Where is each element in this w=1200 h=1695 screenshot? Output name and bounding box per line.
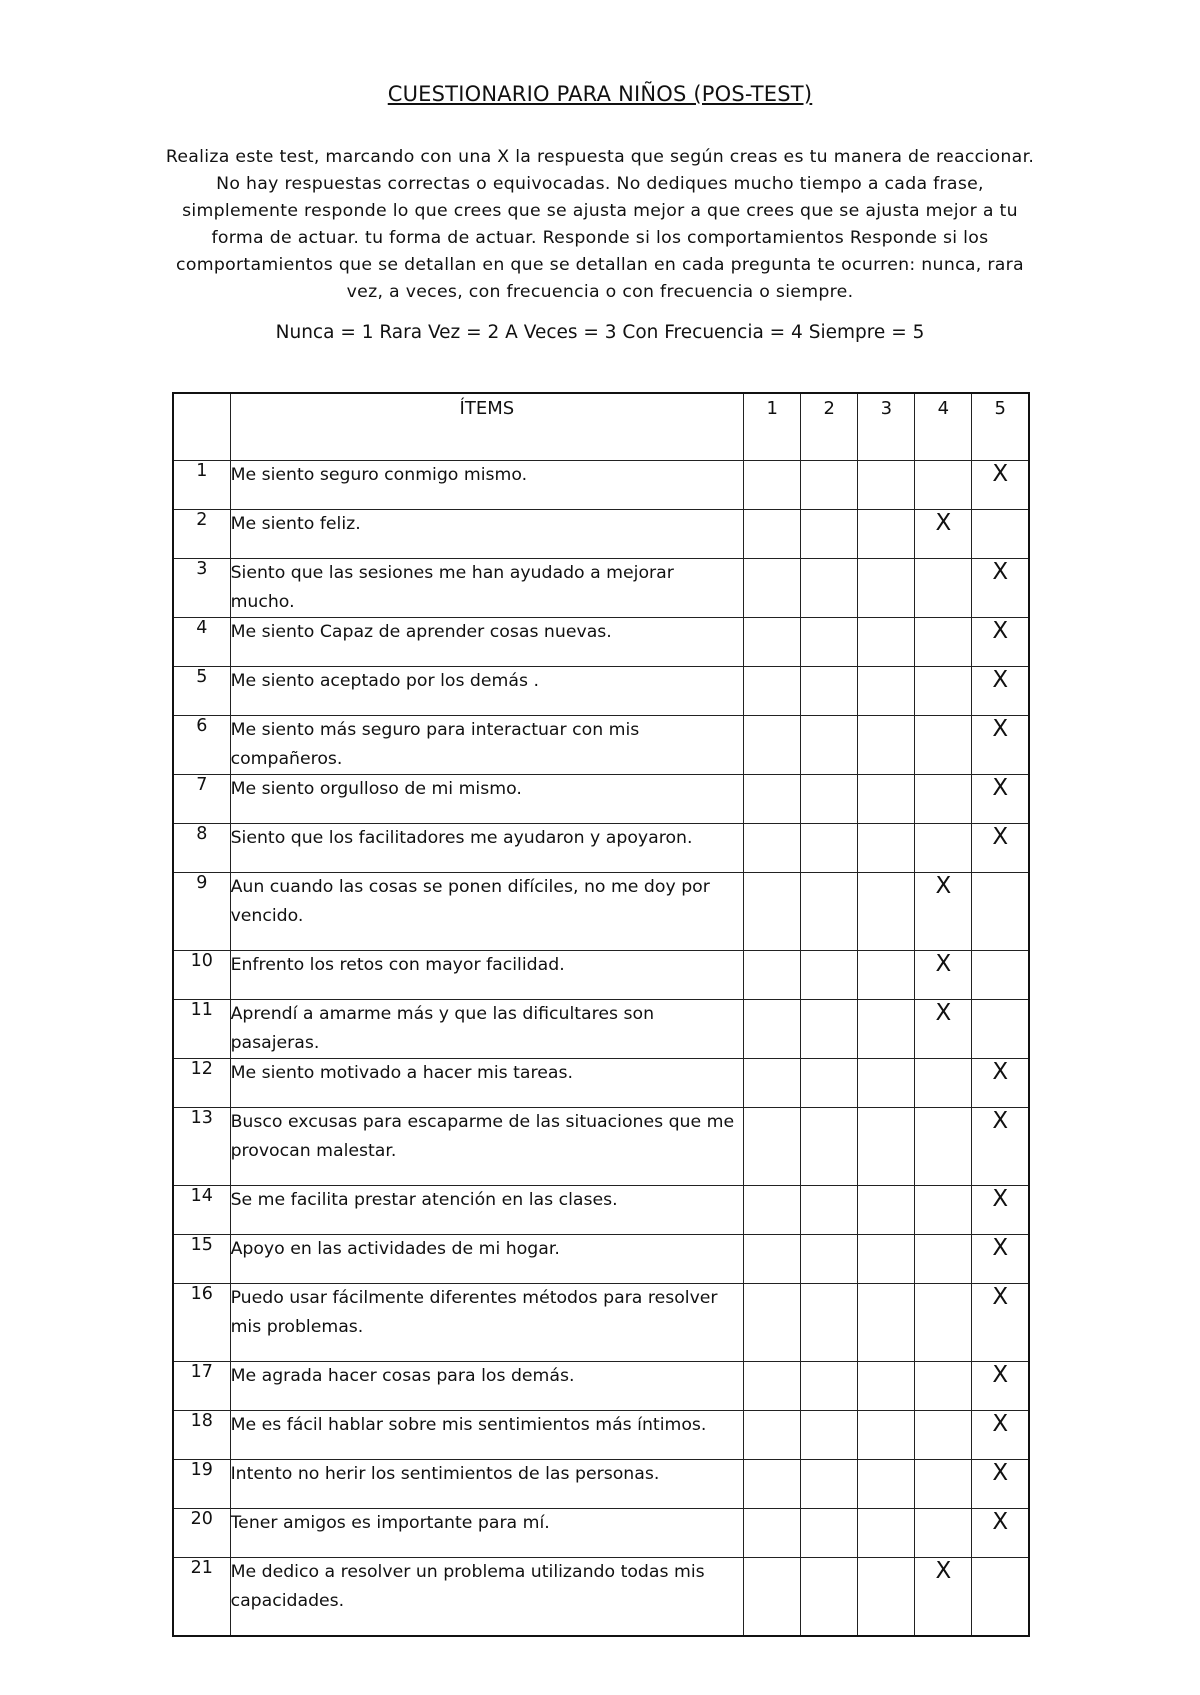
answer-cell-3: [858, 559, 915, 618]
answer-cell-2: [801, 951, 858, 1000]
answer-cell-4: [915, 1000, 972, 1059]
answer-cell-4: [915, 1411, 972, 1460]
answer-cell-1: [744, 1059, 801, 1108]
answer-mark: X: [992, 1235, 1009, 1261]
answer-cell-1: [744, 1558, 801, 1637]
answer-cell-2: [801, 1235, 858, 1284]
item-text: Intento no herir los sentimientos de las personas.: [230, 1460, 744, 1509]
table-row: [173, 667, 1029, 716]
header-items: ÍTEMS: [230, 393, 744, 461]
answer-mark: X: [992, 1059, 1009, 1085]
answer-cell-3: [858, 775, 915, 824]
answer-cell-1: [744, 1284, 801, 1362]
item-number: 20: [173, 1509, 230, 1558]
answer-cell-4: [915, 1186, 972, 1235]
answer-cell-3: [858, 1509, 915, 1558]
item-number: 8: [173, 824, 230, 873]
answer-cell-4: [915, 824, 972, 873]
item-text: Enfrento los retos con mayor facilidad.: [230, 951, 744, 1000]
item-number: 2: [173, 510, 230, 559]
answer-cell-5: [972, 1235, 1029, 1284]
answer-cell-1: [744, 510, 801, 559]
item-text: Me siento Capaz de aprender cosas nuevas.: [230, 618, 744, 667]
answer-cell-2: [801, 1000, 858, 1059]
item-number: 21: [173, 1558, 230, 1637]
table-row: [173, 1362, 1029, 1411]
table-row: [173, 1558, 1029, 1637]
answer-cell-1: [744, 775, 801, 824]
answer-cell-2: [801, 873, 858, 951]
header-scale-1: 1: [744, 393, 801, 461]
answer-cell-3: [858, 1558, 915, 1637]
answer-cell-3: [858, 1059, 915, 1108]
answer-cell-2: [801, 618, 858, 667]
answer-cell-1: [744, 716, 801, 775]
questionnaire-body: [173, 461, 1029, 1637]
answer-cell-4: [915, 951, 972, 1000]
item-number: 9: [173, 873, 230, 951]
item-text: Se me facilita prestar atención en las clases.: [230, 1186, 744, 1235]
answer-cell-1: [744, 873, 801, 951]
answer-cell-2: [801, 824, 858, 873]
answer-mark: X: [992, 775, 1009, 801]
answer-cell-4: [915, 461, 972, 510]
answer-cell-3: [858, 618, 915, 667]
item-number: 19: [173, 1460, 230, 1509]
item-number: 3: [173, 559, 230, 618]
item-number: 1: [173, 461, 230, 510]
answer-cell-5: [972, 873, 1029, 951]
answer-cell-2: [801, 1186, 858, 1235]
answer-cell-3: [858, 716, 915, 775]
answer-cell-5: [972, 1411, 1029, 1460]
answer-cell-2: [801, 1059, 858, 1108]
answer-cell-3: [858, 667, 915, 716]
answer-cell-3: [858, 1362, 915, 1411]
answer-cell-1: [744, 1000, 801, 1059]
answer-cell-3: [858, 1460, 915, 1509]
answer-cell-4: [915, 510, 972, 559]
answer-cell-4: [915, 618, 972, 667]
answer-cell-2: [801, 1411, 858, 1460]
answer-mark: X: [992, 1460, 1009, 1486]
answer-mark: X: [992, 1284, 1009, 1310]
answer-cell-4: [915, 1558, 972, 1637]
answer-cell-1: [744, 618, 801, 667]
item-text: Busco excusas para escaparme de las situaciones que me provocan malestar.: [230, 1108, 744, 1186]
answer-cell-3: [858, 1411, 915, 1460]
table-row: [173, 716, 1029, 775]
answer-cell-2: [801, 1509, 858, 1558]
item-text: Tener amigos es importante para mí.: [230, 1509, 744, 1558]
answer-cell-2: [801, 1362, 858, 1411]
item-number: 15: [173, 1235, 230, 1284]
answer-cell-5: [972, 461, 1029, 510]
answer-cell-5: [972, 1284, 1029, 1362]
answer-cell-5: [972, 1509, 1029, 1558]
answer-mark: X: [992, 461, 1009, 487]
table-row: [173, 1509, 1029, 1558]
answer-cell-2: [801, 559, 858, 618]
answer-cell-5: [972, 1186, 1029, 1235]
answer-cell-3: [858, 1000, 915, 1059]
item-text: Me siento más seguro para interactuar con mis compañeros.: [230, 716, 744, 775]
item-text: Me siento aceptado por los demás .: [230, 667, 744, 716]
answer-cell-2: [801, 1460, 858, 1509]
answer-cell-5: [972, 824, 1029, 873]
answer-cell-1: [744, 1186, 801, 1235]
answer-cell-3: [858, 461, 915, 510]
answer-cell-4: [915, 667, 972, 716]
answer-cell-1: [744, 667, 801, 716]
answer-cell-5: [972, 716, 1029, 775]
answer-cell-1: [744, 951, 801, 1000]
answer-cell-5: [972, 1460, 1029, 1509]
table-row: [173, 1411, 1029, 1460]
item-text: Aprendí a amarme más y que las dificultares son pasajeras.: [230, 1000, 744, 1059]
answer-cell-1: [744, 1108, 801, 1186]
answer-cell-4: [915, 559, 972, 618]
answer-mark: X: [935, 1558, 952, 1584]
item-number: 14: [173, 1186, 230, 1235]
answer-cell-3: [858, 1186, 915, 1235]
answer-cell-2: [801, 667, 858, 716]
answer-cell-1: [744, 1362, 801, 1411]
answer-mark: X: [992, 1108, 1009, 1134]
item-text: Me siento orgulloso de mi mismo.: [230, 775, 744, 824]
answer-mark: X: [992, 1186, 1009, 1212]
header-scale-5: 5: [972, 393, 1029, 461]
table-row: [173, 1108, 1029, 1186]
item-text: Siento que las sesiones me han ayudado a mejorar mucho.: [230, 559, 744, 618]
answer-cell-2: [801, 510, 858, 559]
item-number: 10: [173, 951, 230, 1000]
item-text: Aun cuando las cosas se ponen difíciles, no me doy por vencido.: [230, 873, 744, 951]
item-text: Me siento feliz.: [230, 510, 744, 559]
answer-mark: X: [992, 667, 1009, 693]
header-row: [173, 393, 1029, 461]
item-text: Puedo usar fácilmente diferentes métodos para resolver mis problemas.: [230, 1284, 744, 1362]
answer-cell-3: [858, 873, 915, 951]
answer-cell-5: [972, 510, 1029, 559]
table-row: [173, 873, 1029, 951]
answer-cell-4: [915, 1460, 972, 1509]
answer-cell-1: [744, 1460, 801, 1509]
answer-cell-2: [801, 1284, 858, 1362]
answer-cell-3: [858, 951, 915, 1000]
answer-cell-4: [915, 1362, 972, 1411]
answer-cell-4: [915, 1284, 972, 1362]
table-row: [173, 951, 1029, 1000]
item-number: 11: [173, 1000, 230, 1059]
answer-cell-5: [972, 667, 1029, 716]
answer-cell-5: [972, 775, 1029, 824]
item-text: Me siento seguro conmigo mismo.: [230, 461, 744, 510]
item-number: 4: [173, 618, 230, 667]
header-scale-2: 2: [801, 393, 858, 461]
questionnaire-table: [172, 392, 1030, 1637]
answer-cell-4: [915, 716, 972, 775]
answer-cell-5: [972, 1108, 1029, 1186]
item-number: 6: [173, 716, 230, 775]
answer-cell-2: [801, 775, 858, 824]
answer-cell-3: [858, 1108, 915, 1186]
answer-cell-5: [972, 1059, 1029, 1108]
header-number: [173, 393, 230, 461]
answer-mark: X: [992, 1509, 1009, 1535]
scale-legend: Nunca = 1 Rara Vez = 2 A Veces = 3 Con Frecuencia = 4 Siempre = 5: [275, 322, 925, 343]
answer-cell-5: [972, 951, 1029, 1000]
item-text: Me agrada hacer cosas para los demás.: [230, 1362, 744, 1411]
answer-mark: X: [992, 824, 1009, 850]
table-row: [173, 510, 1029, 559]
answer-cell-1: [744, 461, 801, 510]
answer-mark: X: [935, 951, 952, 977]
answer-mark: X: [992, 1411, 1009, 1437]
answer-cell-4: [915, 1509, 972, 1558]
table-row: [173, 618, 1029, 667]
item-number: 13: [173, 1108, 230, 1186]
answer-cell-1: [744, 824, 801, 873]
item-number: 17: [173, 1362, 230, 1411]
header-scale-3: 3: [858, 393, 915, 461]
answer-cell-2: [801, 461, 858, 510]
table-row: [173, 1235, 1029, 1284]
header-scale-4: 4: [915, 393, 972, 461]
table-row: [173, 1059, 1029, 1108]
answer-cell-2: [801, 1108, 858, 1186]
answer-cell-5: [972, 1558, 1029, 1637]
table-row: [173, 1460, 1029, 1509]
item-text: Apoyo en las actividades de mi hogar.: [230, 1235, 744, 1284]
answer-mark: X: [935, 510, 952, 536]
answer-cell-4: [915, 1235, 972, 1284]
answer-cell-2: [801, 716, 858, 775]
answer-mark: X: [992, 618, 1009, 644]
answer-cell-1: [744, 1509, 801, 1558]
answer-cell-3: [858, 824, 915, 873]
answer-cell-5: [972, 1000, 1029, 1059]
answer-mark: X: [992, 1362, 1009, 1388]
table-row: [173, 461, 1029, 510]
answer-cell-3: [858, 1235, 915, 1284]
answer-cell-1: [744, 1411, 801, 1460]
item-text: Me es fácil hablar sobre mis sentimientos más íntimos.: [230, 1411, 744, 1460]
answer-mark: X: [935, 873, 952, 899]
item-number: 12: [173, 1059, 230, 1108]
table-row: [173, 559, 1029, 618]
answer-cell-1: [744, 1235, 801, 1284]
answer-mark: X: [992, 559, 1009, 585]
table-row: [173, 824, 1029, 873]
item-text: Me siento motivado a hacer mis tareas.: [230, 1059, 744, 1108]
table-row: [173, 775, 1029, 824]
answer-cell-1: [744, 559, 801, 618]
answer-cell-2: [801, 1558, 858, 1637]
page-title: CUESTIONARIO PARA NIÑOS (POS-TEST): [387, 82, 813, 106]
answer-cell-5: [972, 618, 1029, 667]
instructions-paragraph: Realiza este test, marcando con una X la respuesta que según creas es tu manera de reaccionar. No hay respuestas correctas o equivocadas. No dediques mucho tiempo a cada frase, simplemente responde lo que crees que se ajusta mejor a que crees que se ajusta mejor a tu forma de actuar. tu forma de actuar. Responde si los comportamientos Responde si los comportamientos que se detallan en que se detallan en cada pregunta te ocurren: nunca, rara vez, a veces, con frecuencia o con frecuencia o siempre.: [165, 147, 1035, 302]
item-number: 16: [173, 1284, 230, 1362]
answer-mark: X: [935, 1000, 952, 1026]
answer-cell-5: [972, 559, 1029, 618]
table-row: [173, 1186, 1029, 1235]
item-text: Me dedico a resolver un problema utilizando todas mis capacidades.: [230, 1558, 744, 1637]
item-text: Siento que los facilitadores me ayudaron y apoyaron.: [230, 824, 744, 873]
answer-cell-3: [858, 510, 915, 559]
answer-cell-4: [915, 1108, 972, 1186]
answer-cell-3: [858, 1284, 915, 1362]
item-number: 18: [173, 1411, 230, 1460]
table-row: [173, 1284, 1029, 1362]
table-row: [173, 1000, 1029, 1059]
item-number: 5: [173, 667, 230, 716]
answer-cell-4: [915, 1059, 972, 1108]
answer-cell-4: [915, 873, 972, 951]
answer-mark: X: [992, 716, 1009, 742]
answer-cell-5: [972, 1362, 1029, 1411]
answer-cell-4: [915, 775, 972, 824]
item-number: 7: [173, 775, 230, 824]
